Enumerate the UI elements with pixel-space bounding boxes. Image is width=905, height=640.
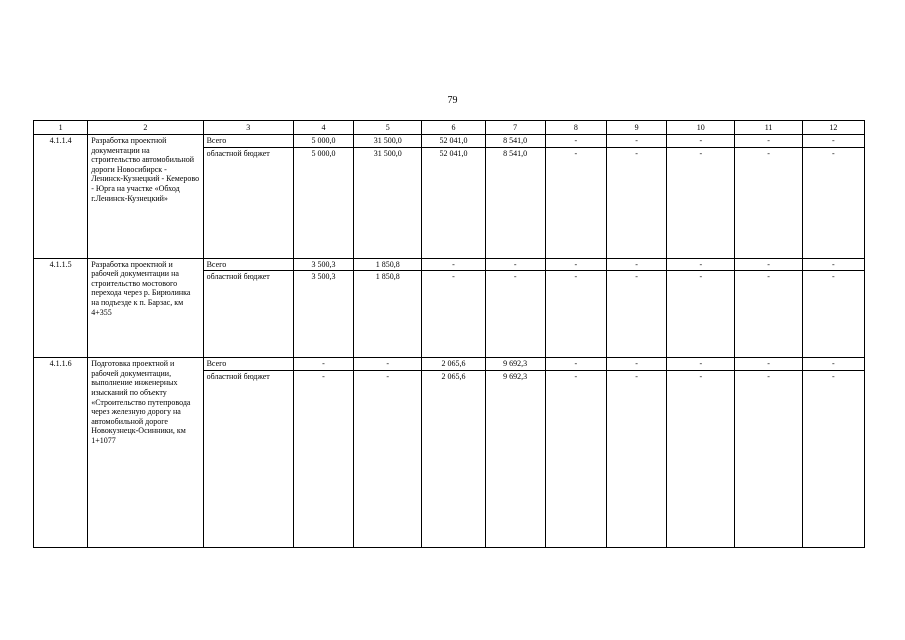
value-cell: 1 850,8 — [354, 258, 422, 271]
value-cell: - — [667, 147, 735, 258]
value-cell: 9 692,3 — [485, 370, 545, 547]
value-cell: - — [422, 271, 485, 358]
table-row — [34, 135, 865, 148]
column-header: 1 — [34, 121, 88, 135]
column-header: 12 — [802, 121, 864, 135]
row-name: Подготовка проектной и рабочей документации, выполнение инженерных изысканий по объекту «Строительство путепровода через железную дорогу на автомобильной дороге Новокузнецк-Осинники, км 1+1077 — [88, 358, 203, 548]
funding-source: Всего — [203, 135, 293, 148]
value-cell: - — [606, 358, 666, 371]
value-cell: - — [293, 358, 353, 371]
value-cell: - — [667, 135, 735, 148]
column-header: 4 — [293, 121, 353, 135]
value-cell: - — [667, 258, 735, 271]
funding-source: областной бюджет — [203, 370, 293, 547]
value-cell: - — [606, 271, 666, 358]
column-header: 9 — [606, 121, 666, 135]
value-cell: - — [667, 358, 735, 371]
column-header: 11 — [735, 121, 802, 135]
column-header: 3 — [203, 121, 293, 135]
column-header: 8 — [545, 121, 606, 135]
value-cell: - — [606, 147, 666, 258]
value-cell: - — [735, 147, 802, 258]
table-row — [34, 358, 865, 371]
budget-table — [33, 120, 865, 548]
value-cell: - — [485, 271, 545, 358]
value-cell: 9 692,3 — [485, 358, 545, 371]
funding-source: Всего — [203, 258, 293, 271]
value-cell: - — [545, 147, 606, 258]
value-cell: 3 500,3 — [293, 271, 353, 358]
funding-source: областной бюджет — [203, 147, 293, 258]
value-cell: - — [735, 271, 802, 358]
value-cell: - — [802, 358, 864, 371]
value-cell: 5 000,0 — [293, 147, 353, 258]
value-cell: - — [802, 271, 864, 358]
value-cell: - — [735, 370, 802, 547]
value-cell: - — [802, 370, 864, 547]
value-cell: - — [422, 258, 485, 271]
value-cell: 8 541,0 — [485, 135, 545, 148]
value-cell: - — [545, 370, 606, 547]
column-header: 6 — [422, 121, 485, 135]
value-cell: - — [354, 358, 422, 371]
row-name: Разработка проектной и рабочей документации на строительство мостового перехода через р. Бирюлинка на подъезде к п. Барзас, км 4+355 — [88, 258, 203, 358]
value-cell: - — [606, 258, 666, 271]
value-cell: 2 065,6 — [422, 370, 485, 547]
value-cell: 31 500,0 — [354, 147, 422, 258]
page-number: 79 — [447, 95, 458, 106]
column-header: 5 — [354, 121, 422, 135]
value-cell: 5 000,0 — [293, 135, 353, 148]
value-cell: - — [606, 370, 666, 547]
value-cell: 8 541,0 — [485, 147, 545, 258]
row-code: 4.1.1.6 — [34, 358, 88, 548]
value-cell: - — [545, 258, 606, 271]
value-cell: - — [735, 258, 802, 271]
funding-source: областной бюджет — [203, 271, 293, 358]
value-cell: 52 041,0 — [422, 135, 485, 148]
row-code: 4.1.1.5 — [34, 258, 88, 358]
value-cell: - — [667, 271, 735, 358]
value-cell: - — [354, 370, 422, 547]
value-cell: - — [293, 370, 353, 547]
value-cell: - — [735, 358, 802, 371]
value-cell: - — [735, 135, 802, 148]
value-cell: - — [545, 135, 606, 148]
value-cell: - — [802, 135, 864, 148]
value-cell: 31 500,0 — [354, 135, 422, 148]
table-row — [34, 258, 865, 271]
value-cell: - — [545, 271, 606, 358]
value-cell: 1 850,8 — [354, 271, 422, 358]
value-cell: - — [485, 258, 545, 271]
value-cell: - — [802, 147, 864, 258]
value-cell: 2 065,6 — [422, 358, 485, 371]
value-cell: 52 041,0 — [422, 147, 485, 258]
row-name: Разработка проектной документации на строительство автомобильной дороги Новосибирск - Ленинск-Кузнецкий - Кемерово - Юрга на участке «Обход г.Ленинск-Кузнецкий» — [88, 135, 203, 259]
value-cell: - — [545, 358, 606, 371]
value-cell: - — [667, 370, 735, 547]
column-header: 7 — [485, 121, 545, 135]
column-header: 2 — [88, 121, 203, 135]
column-header-row — [34, 121, 865, 135]
value-cell: - — [606, 135, 666, 148]
value-cell: - — [802, 258, 864, 271]
value-cell: 3 500,3 — [293, 258, 353, 271]
funding-source: Всего — [203, 358, 293, 371]
column-header: 10 — [667, 121, 735, 135]
row-code: 4.1.1.4 — [34, 135, 88, 259]
